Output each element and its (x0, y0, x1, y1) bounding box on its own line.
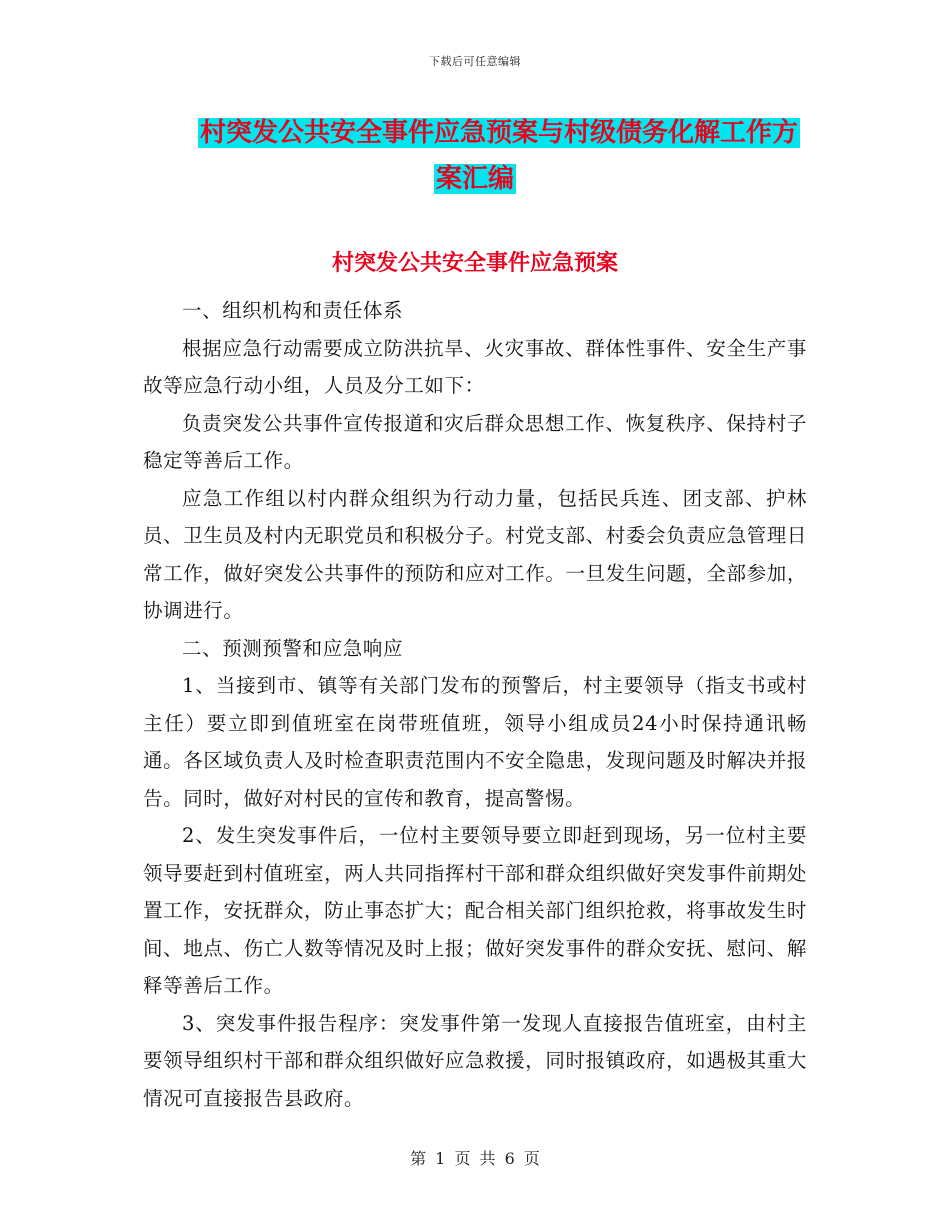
paragraph: 应急工作组以村内群众组织为行动力量，包括民兵连、团支部、护林员、卫生员及村内无职党员和积极分子。村党支部、村委会负责应急管理日常工作，做好突发公共事件的预防和应对工作。一旦发生问题，全部参加，协调进行。 (143, 486, 807, 622)
paragraph: 一、组织机构和责任体系 (182, 299, 404, 322)
paragraph: 二、预测预警和应急响应 (182, 636, 404, 660)
title-line-2: 案汇编 (435, 164, 514, 194)
paragraph: 1、当接到市、镇等有关部门发布的预警后，村主要领导（指支书或村主任）要立即到值班室在岗带班值班，领导小组成员24小时保持通讯畅通。各区域负责人及时检查职责范围内不安全隐患，发现问题及时解决并报告。同时，做好对村民的宣传和教育，提高警惕。 (143, 674, 807, 810)
paragraph: 负责突发公共事件宣传报道和灾后群众思想工作、恢复秩序、保持村子稳定等善后工作。 (143, 411, 807, 472)
paragraph: 3、突发事件报告程序：突发事件第一发现人直接报告值班室，由村主要领导组织村干部和群众组织做好应急救援，同时报镇政府，如遇极其重大情况可直接报告县政府。 (143, 1011, 807, 1110)
document-body (143, 292, 807, 1117)
document-title (0, 110, 950, 202)
paragraph: 2、发生突发事件后，一位村主要领导要立即赶到现场，另一位村主要领导要赶到村值班室，两人共同指挥村干部和群众组织做好突发事件前期处置工作，安抚群众，防止事态扩大；配合相关部门组织抢救，将事故发生时间、地点、伤亡人数等情况及时上报；做好突发事件的群众安抚、慰问、解释等善后工作。 (143, 824, 807, 997)
header-note: 下载后可任意编辑 (429, 55, 521, 68)
title-line-1: 村突发公共安全事件应急预案与村级债务化解工作方 (199, 118, 798, 148)
page-footer: 第 1 页 共 6 页 (410, 1149, 540, 1168)
section-title: 村突发公共安全事件应急预案 (331, 251, 618, 276)
paragraph: 根据应急行动需要成立防洪抗旱、火灾事故、群体性事件、安全生产事故等应急行动小组，人员及分工如下： (143, 336, 807, 397)
